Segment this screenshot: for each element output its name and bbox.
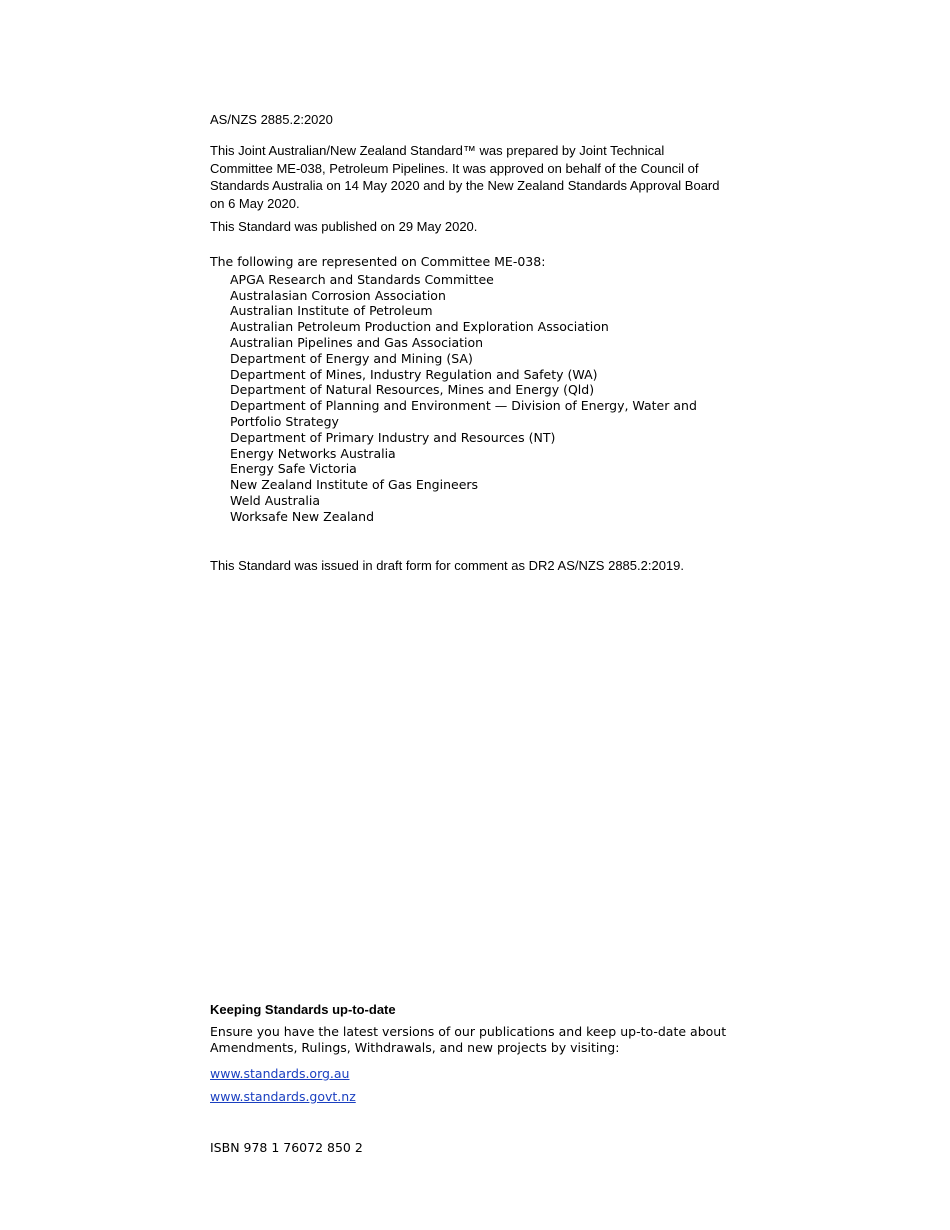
committee-member: Australasian Corrosion Association [230, 287, 446, 303]
keeping-standards-paragraph: Ensure you have the latest versions of our publications and keep up-to-date about Amendments, Rulings, Withdrawals, and new projects by visiting: [210, 1024, 727, 1055]
committee-member: Department of Primary Industry and Resources (NT) [230, 429, 556, 445]
standards-au-link[interactable]: www.standards.org.au [210, 1066, 350, 1081]
committee-member: Department of Energy and Mining (SA) [230, 350, 473, 366]
committee-member: New Zealand Institute of Gas Engineers [230, 477, 479, 493]
committee-member: Department of Natural Resources, Mines and Energy (Qld) [230, 382, 595, 398]
committee-section [210, 254, 730, 525]
standards-au-link-container [210, 1066, 730, 1082]
committee-member: APGA Research and Standards Committee [230, 271, 494, 287]
isbn-number: ISBN 978 1 76072 850 2 [210, 1140, 363, 1155]
committee-member: Australian Petroleum Production and Exploration Association [230, 319, 609, 335]
document-id: AS/NZS 2885.2:2020 [210, 112, 333, 127]
standards-nz-link[interactable]: www.standards.govt.nz [210, 1089, 356, 1104]
committee-member: Australian Institute of Petroleum [230, 303, 433, 319]
keeping-standards-heading: Keeping Standards up-to-date [210, 1002, 396, 1017]
standards-nz-link-container [210, 1089, 730, 1105]
committee-member: Australian Pipelines and Gas Association [230, 334, 484, 350]
committee-intro: The following are represented on Committee ME-038: [210, 254, 546, 269]
draft-note: This Standard was issued in draft form for comment as DR2 AS/NZS 2885.2:2019. [210, 558, 684, 573]
published-date: This Standard was published on 29 May 2020. [210, 219, 478, 234]
committee-member: Weld Australia [230, 492, 320, 508]
committee-member: Department of Mines, Industry Regulation and Safety (WA) [230, 366, 598, 382]
committee-member: Worksafe New Zealand [230, 508, 375, 524]
preparation-paragraph: This Joint Australian/New Zealand Standard™ was prepared by Joint Technical Committee ME-038, Petroleum Pipelines. It was approved on behalf of the Council of Standards Australia on 14 May 2020 and by the New Zealand Standards Approval Board on 6 May 2020. [210, 143, 720, 211]
committee-member: Department of Planning and Environment — Division of Energy, Water and Portfolio Strategy [230, 398, 697, 429]
committee-member: Energy Networks Australia [230, 445, 396, 461]
committee-member-list [210, 272, 730, 525]
committee-member: Energy Safe Victoria [230, 461, 357, 477]
